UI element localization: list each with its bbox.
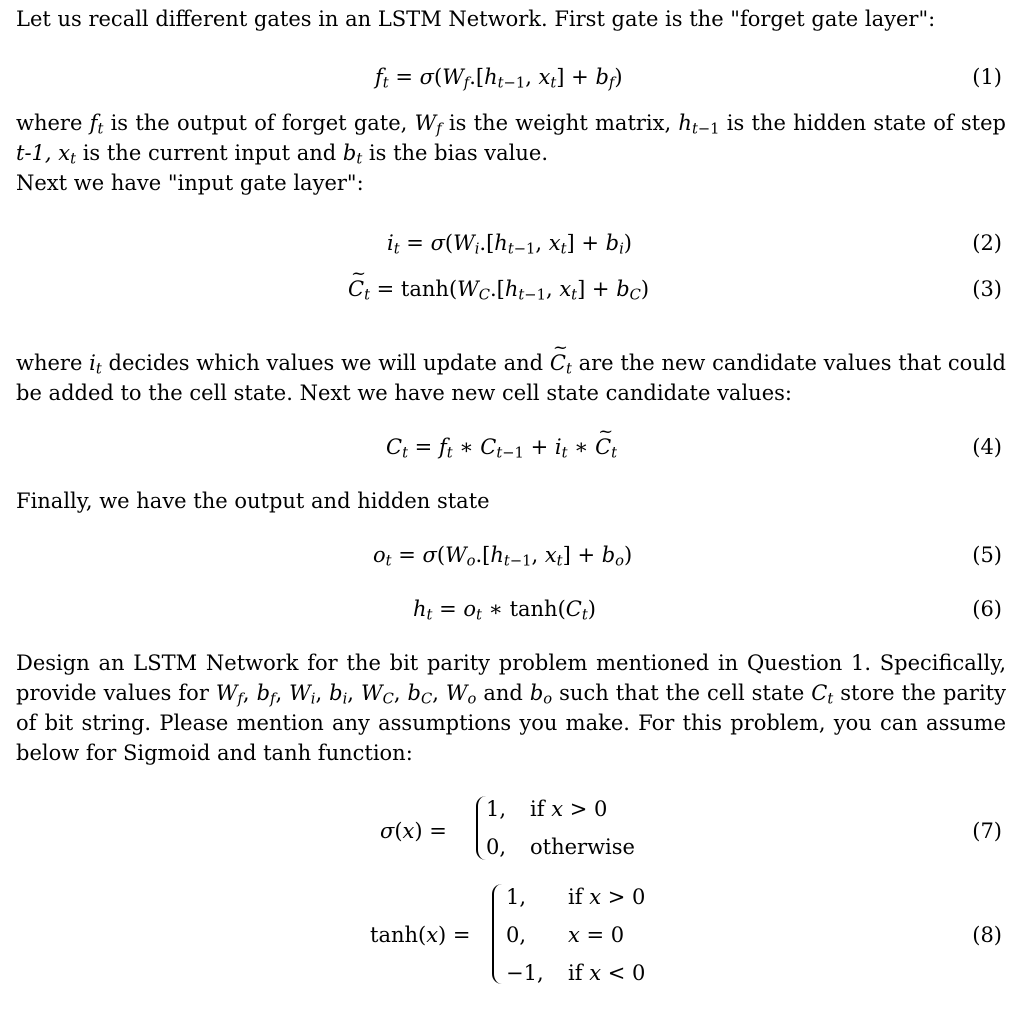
design-question: Design an LSTM Network for the bit parity problem mentioned in Question 1. Specifically, provide values for $W_f$, $b_f$, $W_i$, $b_i$, $W_C$, $b_C$, $W_o$ and $b_o$ such that the cell state $C_t$ store the parity of bit string. Please mention any assumptions you make. For this problem, you can assume below for Sigmoid and tanh function: [16,651,1006,765]
input-gate-intro: Next we have "input gate layer": [16,171,364,195]
equation-number-4: (4) [972,435,1002,459]
output-intro: Finally, we have the output and hidden state [16,489,490,513]
intro-text: Let us recall different gates in an LSTM Network. First gate is the "forget gate layer": [16,7,936,31]
equation-number-1: (1) [972,65,1002,89]
equation-3: ~ $C_t = \tanh(W_C.[h_{t-1}$, $x_t] + b_C$) [348,274,649,304]
equation-2: $i_t = \sigma(W_i.[h_{t-1}$, $x_t] + b_i$) [387,231,632,258]
equation-8: tanh(x) = 1, if x > 0 0, x = 0 −1, if x < 0 [370,885,646,985]
equation-5: $o_t = \sigma(W_o.[h_{t-1}$, $x_t] + b_o$) [373,543,633,570]
equation-number-2: (2) [972,231,1002,255]
equation-number-3: (3) [972,277,1002,301]
equation-7: σ(x) = 1, if x > 0 0, otherwise [380,797,635,859]
equation-number-8: (8) [972,923,1002,947]
equation-6: $h_t = o_t$ ∗ $\tanh(C_t)$ [413,597,596,624]
equation-number-6: (6) [972,597,1002,621]
equation-number-5: (5) [972,543,1002,567]
forget-gate-description: where $f_t$ is the output of forget gate, $W_f$ is the weight matrix, $h_{t-1}$ is the hidden state of step t-1, $x_t$ is the current input and $b_t$ is the bias value. Next we have "input gate layer": [16,111,1006,195]
equation-1: $f_t = \sigma(W_f.[h_{t-1}$, $x_t] + b_f$) [375,65,623,92]
input-gate-description: where $i_t$ decides which values we will update and ~ $C_t$ are the new candidate values that could be added to the cell state. Next we have new cell state candidate values: [16,348,1006,408]
equation-4: $C_t = f_t$ ∗ $C_{t-1} + i_t$ ∗ ~ $C_t$ [386,432,617,462]
equation-number-7: (7) [972,819,1002,843]
